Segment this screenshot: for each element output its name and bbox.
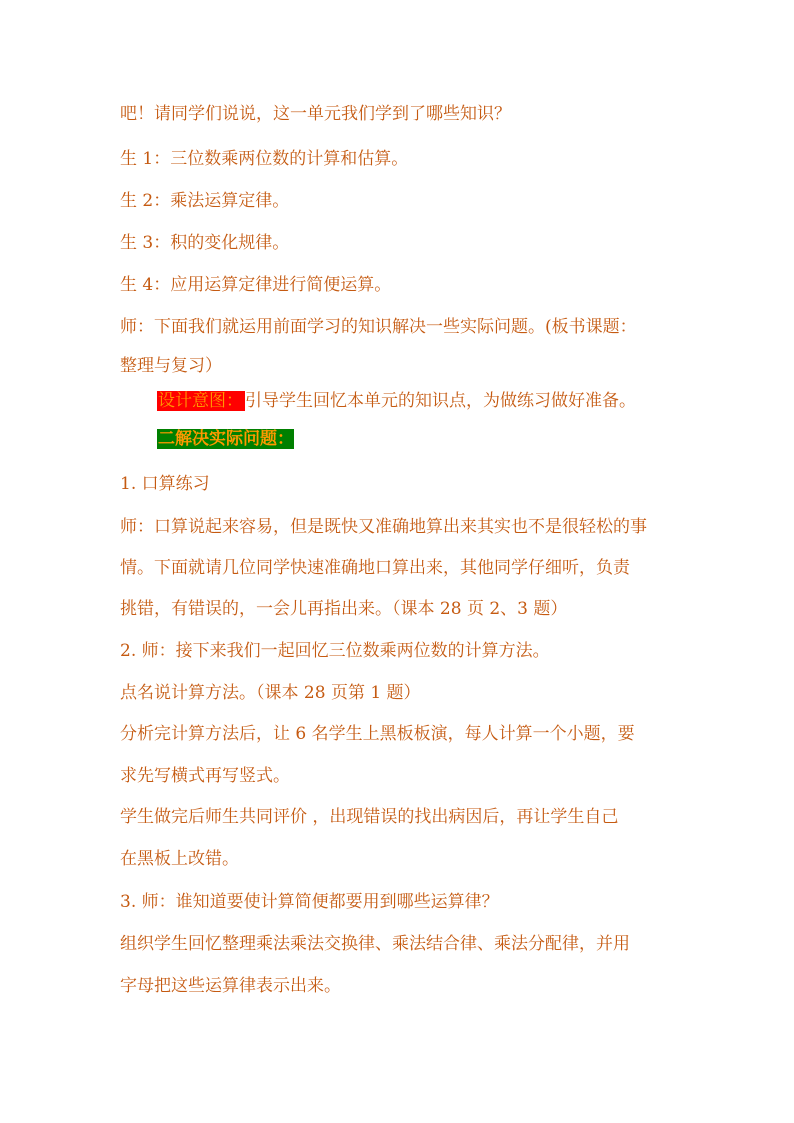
text-line-student-3: 生 3：积的变化规律。: [120, 233, 290, 253]
text-line-student-2: 生 2：乘法运算定律。: [120, 191, 290, 211]
text-line-roll-call: 点名说计算方法。（课本 28 页第 1 题）: [120, 683, 421, 703]
text-line-intro-question: 吧！请同学们说说，这一单元我们学到了哪些知识？: [120, 104, 511, 124]
text-line-oral-continue: 情。下面就请几位同学快速准确地口算出来，其他同学仔细听，负责: [120, 558, 630, 578]
design-intent-text: 引导学生回忆本单元的知识点，为做练习做好准备。: [245, 391, 636, 411]
text-line-teacher-topic: 师：下面我们就运用前面学习的知识解决一些实际问题。(板书课题：: [120, 317, 637, 337]
text-line-student-4: 生 4：应用运算定律进行简便运算。: [120, 275, 392, 295]
text-line-item-2: 2. 师：接下来我们一起回忆三位数乘两位数的计算方法。: [120, 641, 550, 661]
text-line-laws-end: 字母把这些运算律表示出来。: [120, 976, 341, 996]
text-line-analysis-end: 求先写横式再写竖式。: [120, 766, 290, 786]
text-line-evaluation-end: 在黑板上改错。: [120, 849, 239, 869]
text-line-item-1: 1. 口算练习: [120, 474, 210, 494]
text-line-analysis: 分析完计算方法后，让 6 名学生上黑板板演，每人计算一个小题，要: [120, 724, 635, 744]
text-line-laws: 组织学生回忆整理乘法乘法交换律、乘法结合律、乘法分配律，并用: [120, 934, 630, 954]
section-heading-line: [157, 428, 294, 450]
section-heading: 二解决实际问题：: [158, 429, 294, 449]
text-line-item-3: 3. 师：谁知道要使计算简便都要用到哪些运算律？: [120, 892, 499, 912]
text-line-oral-end: 挑错，有错误的，一会儿再指出来。（课本 28 页 2、3 题）: [120, 599, 568, 619]
text-line-student-1: 生 1：三位数乘两位数的计算和估算。: [120, 149, 409, 169]
design-intent-line: [157, 390, 636, 412]
text-line-teacher-oral: 师：口算说起来容易，但是既快又准确地算出来其实也不是很轻松的事: [120, 517, 647, 537]
text-line-topic-title: 整理与复习）: [120, 356, 222, 376]
design-intent-label: 设计意图：: [158, 391, 243, 411]
text-line-evaluation: 学生做完后师生共同评价 ，出现错误的找出病因后，再让学生自己: [120, 807, 619, 827]
